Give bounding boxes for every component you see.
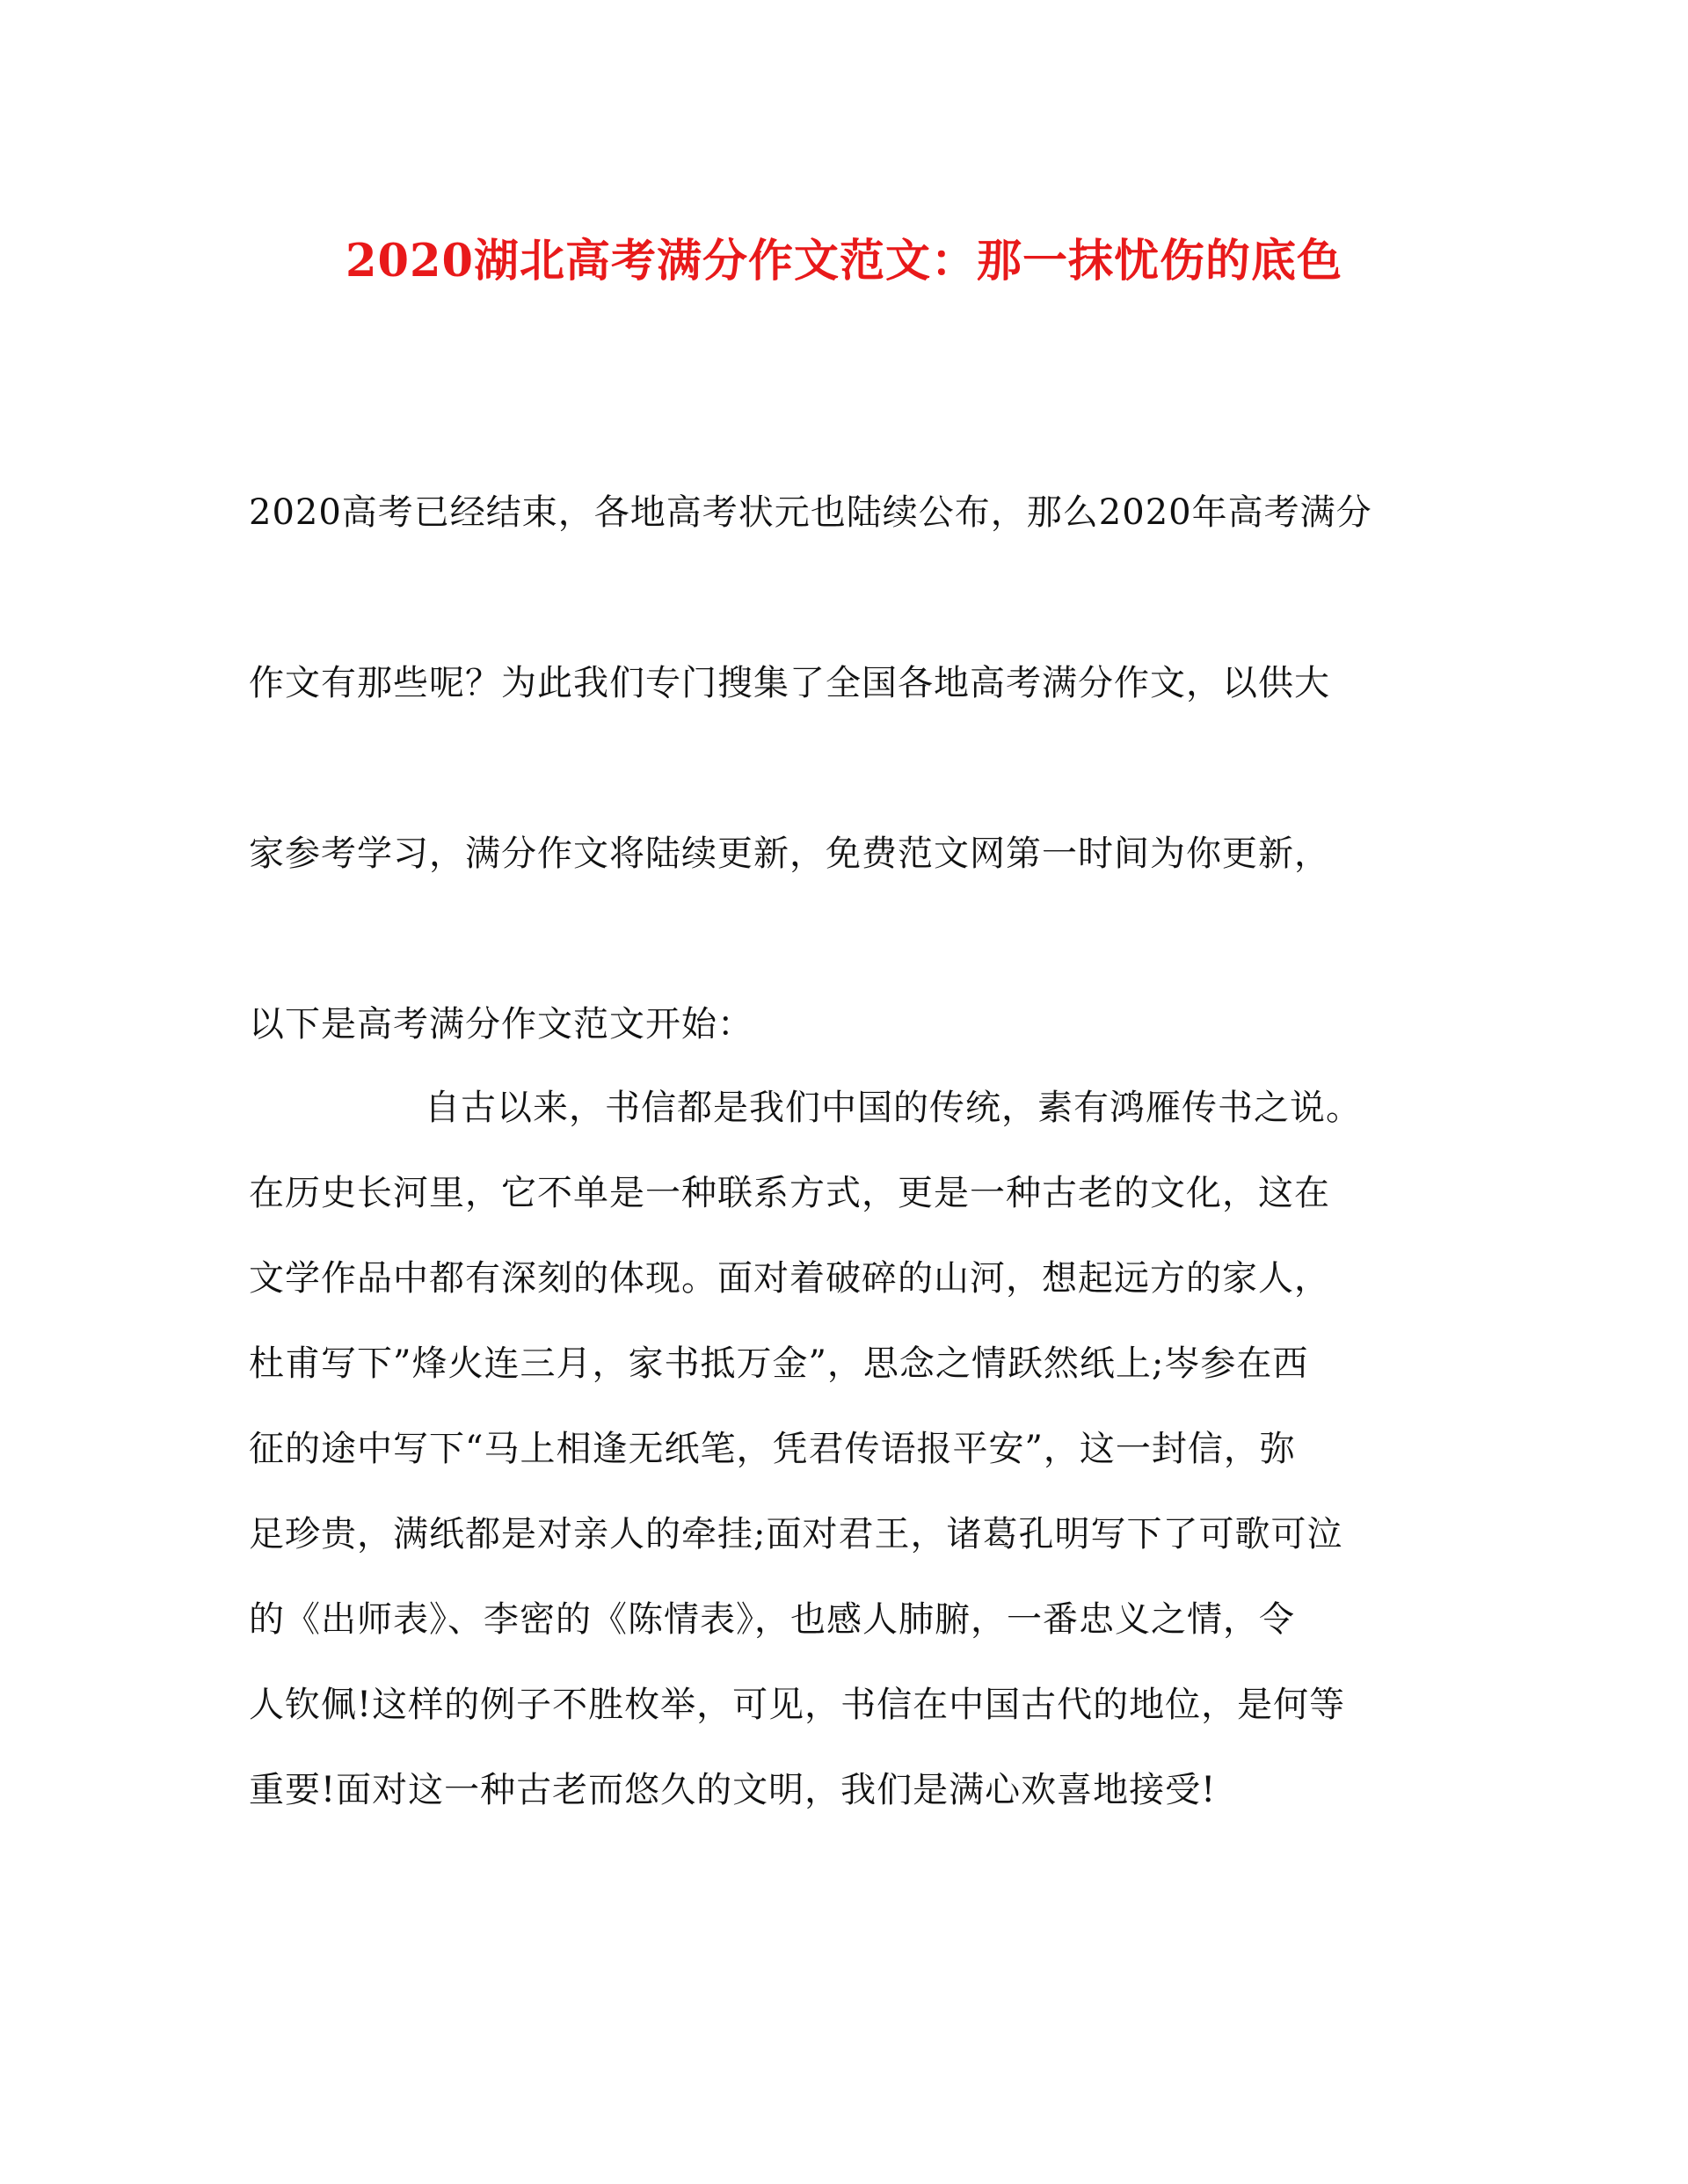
essay-line: 杜甫写下”烽火连三月，家书抵万金”，思念之情跃然纸上;岑参在西 xyxy=(249,1343,1309,1384)
essay-line: 文学作品中都有深刻的体现。面对着破碎的山河，想起远方的家人， xyxy=(249,1258,1330,1299)
essay-line: 的《出师表》、李密的《陈情表》，也感人肺腑，一番忠义之情，令 xyxy=(249,1599,1295,1640)
intro-line: 2020高考已经结束，各地高考状元也陆续公布，那么2020年高考满分 xyxy=(249,492,1372,533)
essay-line: 足珍贵，满纸都是对亲人的牵挂;面对君王，诸葛孔明写下了可歌可泣 xyxy=(249,1514,1343,1554)
intro-line: 家参考学习，满分作文将陆续更新，免费范文网第一时间为你更新， xyxy=(249,834,1330,874)
essay-paragraph xyxy=(249,1066,1444,1833)
intro-paragraph xyxy=(249,385,1444,1153)
document-title: 2020湖北高考满分作文范文：那一抹忧伤的底色 xyxy=(346,235,1342,288)
essay-line: 自古以来，书信都是我们中国的传统，素有鸿雁传书之说。 xyxy=(425,1088,1362,1128)
intro-line: 作文有那些呢？为此我们专门搜集了全国各地高考满分作文，以供大 xyxy=(249,663,1330,703)
essay-line: 重要!面对这一种古老而悠久的文明，我们是满心欢喜地接受! xyxy=(249,1770,1217,1810)
intro-line: 以下是高考满分作文范文开始： xyxy=(249,1004,753,1045)
essay-line: 征的途中写下“马上相逢无纸笔，凭君传语报平安”，这一封信，弥 xyxy=(249,1429,1296,1469)
essay-line: 在历史长河里，它不单是一种联系方式，更是一种古老的文化，这在 xyxy=(249,1173,1330,1213)
essay-line: 人钦佩!这样的例子不胜枚举，可见，书信在中国古代的地位，是何等 xyxy=(249,1685,1346,1725)
